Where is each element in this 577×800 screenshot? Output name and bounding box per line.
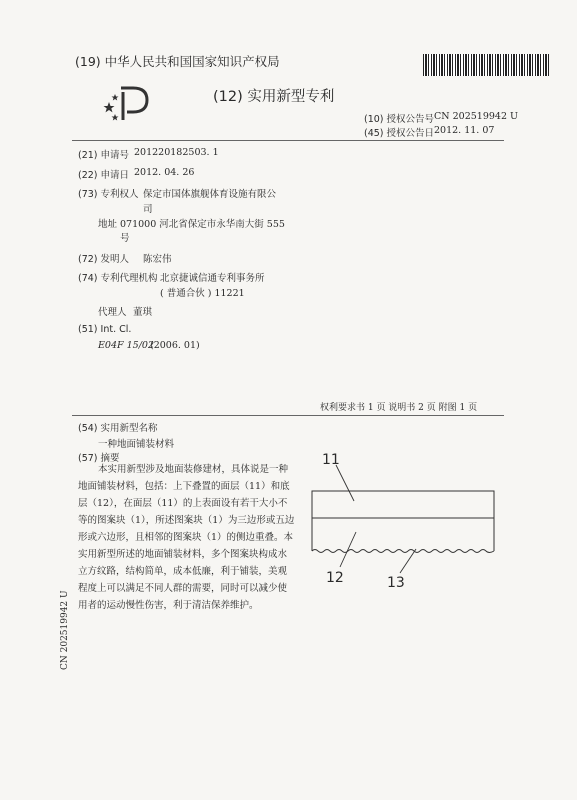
agent: 董琪 <box>133 307 153 318</box>
counts-divider <box>72 415 504 416</box>
patentee-line2: 司 <box>143 204 153 215</box>
abstract-label: (57) 摘要 <box>78 453 120 464</box>
patentee-label: (73) 专利权人 <box>78 189 139 200</box>
intcl-label: (51) Int. Cl. <box>78 324 132 335</box>
app-date: 2012. 04. 26 <box>134 167 195 178</box>
sipo-logo-icon <box>101 84 153 122</box>
address-label: 地址 <box>98 219 118 230</box>
document-type: (12) 实用新型专利 <box>213 89 335 105</box>
app-no: 201220182503. 1 <box>134 147 219 158</box>
figure-label-13: 13 <box>387 575 405 591</box>
inventor-label: (72) 发明人 <box>78 254 130 265</box>
app-no-label: (21) 申请号 <box>78 150 130 161</box>
figure-label-11: 11 <box>322 452 340 468</box>
utility-model-title: 一种地面铺装材料 <box>98 439 175 450</box>
pub-number-label: (10) 授权公告号 <box>364 114 435 125</box>
pub-number: CN 202519942 U <box>434 111 519 122</box>
address-line1: 071000 河北省保定市永华南大街 555 <box>120 219 285 230</box>
agent-label: 代理人 <box>98 307 127 318</box>
office-name: (19) 中华人民共和国国家知识产权局 <box>75 54 280 69</box>
agency-line1: 北京捷诚信通专利事务所 <box>160 273 265 284</box>
barcode <box>423 54 549 76</box>
header-divider <box>72 140 504 141</box>
page-counts: 权利要求书 1 页 说明书 2 页 附图 1 页 <box>320 403 478 413</box>
patentee-line1: 保定市国体旗舰体育设施有限公 <box>143 189 277 200</box>
agency-line2: ( 普通合伙 ) 11221 <box>160 288 245 299</box>
pub-date: 2012. 11. 07 <box>434 125 495 136</box>
app-date-label: (22) 申请日 <box>78 170 130 181</box>
pub-date-label: (45) 授权公告日 <box>364 128 435 139</box>
address-line2: 号 <box>120 233 130 244</box>
intcl-code: E04F 15/02 <box>98 340 155 351</box>
intcl-edition: (2006. 01) <box>150 340 200 351</box>
inventor: 陈宏伟 <box>143 254 172 265</box>
agency-label: (74) 专利代理机构 <box>78 273 158 284</box>
abstract-text: 本实用新型涉及地面装修建材，具体说是一种地面铺装材料，包括：上下叠置的面层（11）和底层（12），在面层（11）的上表面设有若干大小不等的图案块（1），所述图案块（1）为三边形或五边形或六边形，且相邻的图案块（1）的侧边重叠。本实用新型所述的地面铺装材料，多个图案块构成水立方纹路，结构简单，成本低廉，利于铺装，美观程度上可以满足不同人群的需要，同时可以减少使用者的运动慢性伤害，利于清洁保养维护。 <box>78 464 295 611</box>
figure-label-12: 12 <box>326 570 344 586</box>
side-pub-number: CN 202519942 U <box>60 590 70 670</box>
title-label: (54) 实用新型名称 <box>78 423 158 434</box>
